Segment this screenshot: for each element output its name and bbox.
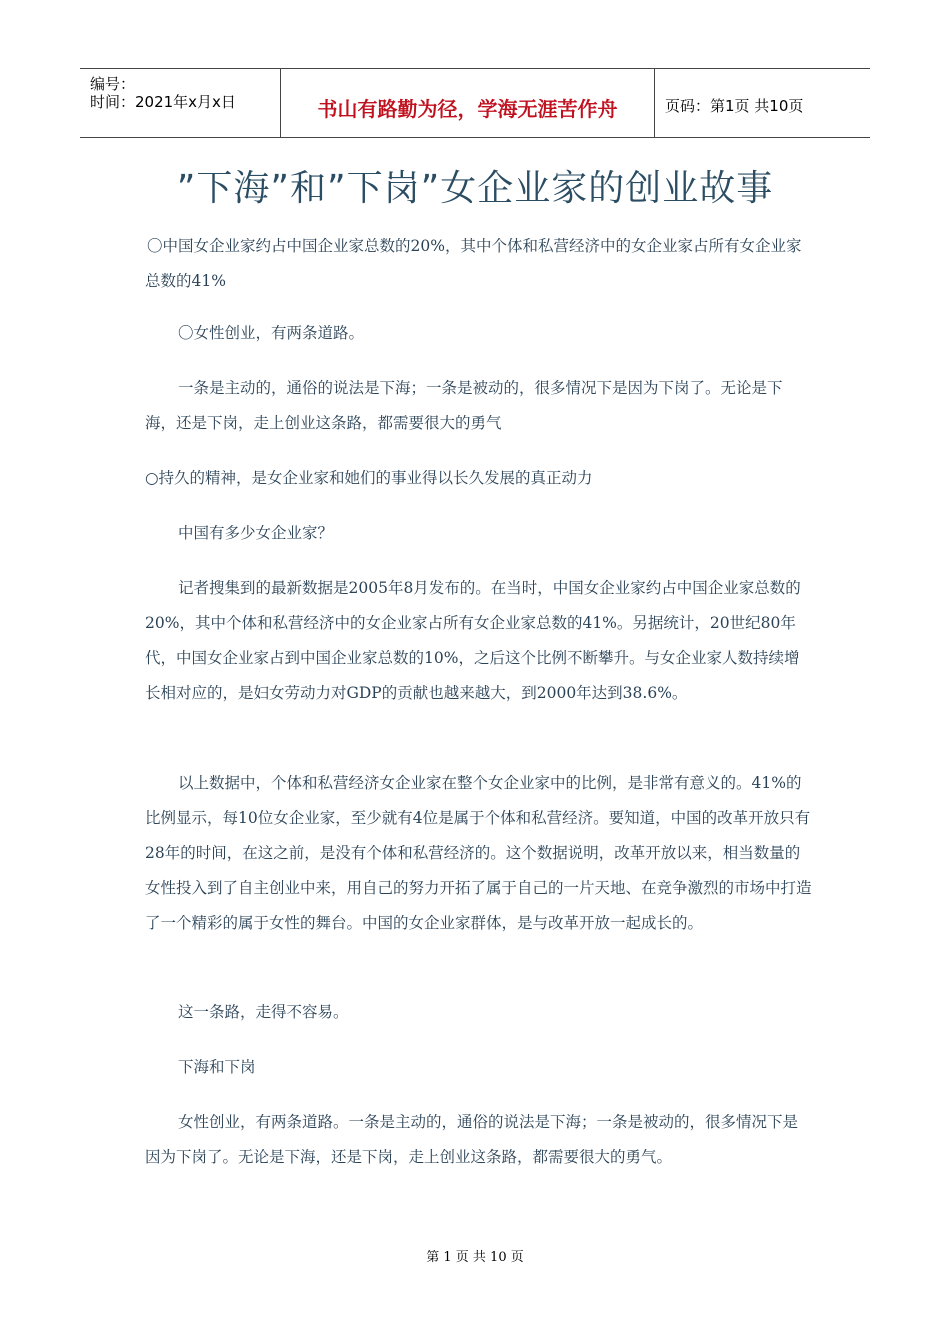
header-left-cell (80, 69, 281, 137)
document-title: ”下海”和”下岗”女企业家的创业故事 (176, 168, 774, 209)
paragraph: 〇中国女企业家约占中国企业家总数的20%，其中个体和私营经济中的女企业家占所有女企业家总数的41% (145, 237, 802, 290)
header-motto-cell (281, 69, 655, 137)
paragraph: 记者搜集到的最新数据是2005年8月发布的。在当时，中国女企业家约占中国企业家总数的20%，其中个体和私营经济中的女企业家占所有女企业家总数的41%。另据统计，20世纪80年代，中国女企业家占到中国企业家总数的10%，之后这个比例不断攀升。与女企业家人数持续增长相对应的，是妇女劳动力对GDP的贡献也越来越大，到2000年达到38.6%。 (145, 579, 801, 702)
number-label: 编号： (90, 75, 136, 93)
motto: 书山有路勤为径，学海无涯苦作舟 (317, 97, 618, 121)
paragraph: 这一条路，走得不容易。 (178, 1003, 349, 1021)
paragraph: 以上数据中，个体和私营经济女企业家在整个女企业家中的比例，是非常有意义的。41%的比例显示，每10位女企业家，至少就有4位是属于个体和私营经济。要知道，中国的改革开放只有28年的时间，在这之前，是没有个体和私营经济的。这个数据说明，改革开放以来，相当数量的女性投入到了自主创业中来，用自己的努力开拓了属于自己的一片天地、在竞争激烈的市场中打造了一个精彩的属于女性的舞台。中国的女企业家群体，是与改革开放一起成长的。 (145, 774, 812, 932)
paragraph: 下海和下岗 (178, 1058, 256, 1076)
paragraph: 〇女性创业，有两条道路。 (178, 324, 365, 342)
paragraph: ○持久的精神，是女企业家和她们的事业得以长久发展的真正动力 (145, 469, 593, 487)
page-info: 页码：第1页 共10页 (665, 97, 804, 115)
header-table (80, 68, 870, 138)
paragraph: 女性创业，有两条道路。一条是主动的，通俗的说法是下海；一条是被动的，很多情况下是因为下岗了。无论是下海，还是下岗，走上创业这条路，都需要很大的勇气。 (145, 1113, 799, 1166)
page-footer: 第 1 页 共 10 页 (426, 1250, 524, 1265)
paragraph: 一条是主动的，通俗的说法是下海；一条是被动的，很多情况下是因为下岗了。无论是下海，还是下岗，走上创业这条路，都需要很大的勇气 (145, 379, 783, 432)
header-page-cell (655, 69, 870, 137)
date-label: 时间：2021年x月x日 (90, 93, 236, 111)
paragraph: 中国有多少女企业家？ (178, 524, 334, 542)
